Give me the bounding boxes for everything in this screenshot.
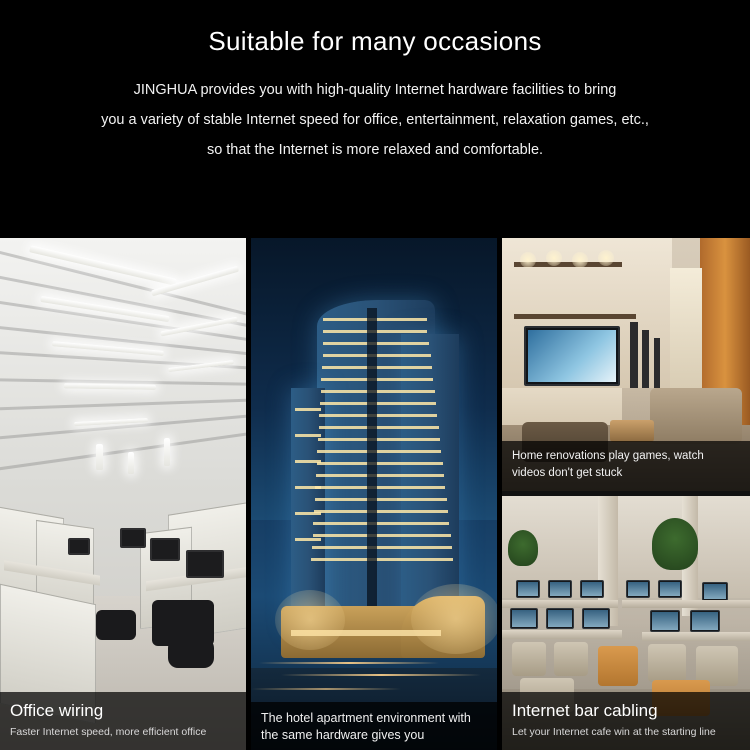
internet-bar-caption-title: Internet bar cabling bbox=[512, 701, 658, 720]
gallery-panel-office-wiring bbox=[0, 238, 246, 750]
internet-bar-caption bbox=[502, 692, 750, 750]
office-wiring-caption-title: Office wiring bbox=[10, 701, 104, 720]
cafe-plant bbox=[652, 518, 698, 570]
hotel-apartment-caption-title: The hotel apartment environment with the same hardware gives you bbox=[261, 711, 471, 742]
header-paragraph-line-2: you a variety of stable Internet speed for office, entertainment, relaxation games, etc., bbox=[101, 112, 649, 128]
office-wiring-image bbox=[0, 238, 246, 750]
gallery-panel-hotel-apartment bbox=[251, 238, 497, 750]
office-wiring-caption-sub: Faster Internet speed, more efficient office bbox=[10, 726, 207, 738]
internet-bar-image bbox=[502, 496, 750, 750]
header bbox=[0, 0, 750, 165]
header-paragraph-line-1: JINGHUA provides you with high-quality Internet hardware facilities to bring bbox=[133, 82, 617, 98]
image-gallery bbox=[0, 238, 750, 750]
header-paragraph-line-3: so that the Internet is more relaxed and comfortable. bbox=[206, 142, 544, 158]
hotel-apartment-image bbox=[251, 238, 497, 750]
living-room-sofa bbox=[650, 388, 742, 444]
wall-mounted-tv bbox=[524, 326, 620, 386]
living-room-scene bbox=[502, 238, 750, 491]
hotel-scene bbox=[251, 238, 497, 750]
home-renovation-caption-title: Home renovations play games, watch videos don't get stuck bbox=[512, 450, 704, 479]
home-renovation-caption bbox=[502, 441, 750, 491]
internet-bar-caption-sub: Let your Internet cafe win at the starting line bbox=[512, 726, 716, 738]
office-scene bbox=[0, 238, 246, 750]
gallery-column-right bbox=[502, 238, 750, 750]
internet-cafe-scene bbox=[502, 496, 750, 750]
home-renovation-image bbox=[502, 238, 750, 491]
cafe-chair-orange bbox=[598, 646, 638, 686]
hotel-apartment-caption bbox=[251, 702, 497, 750]
page-title: Suitable for many occasions bbox=[208, 26, 542, 56]
office-wiring-caption bbox=[0, 692, 246, 750]
